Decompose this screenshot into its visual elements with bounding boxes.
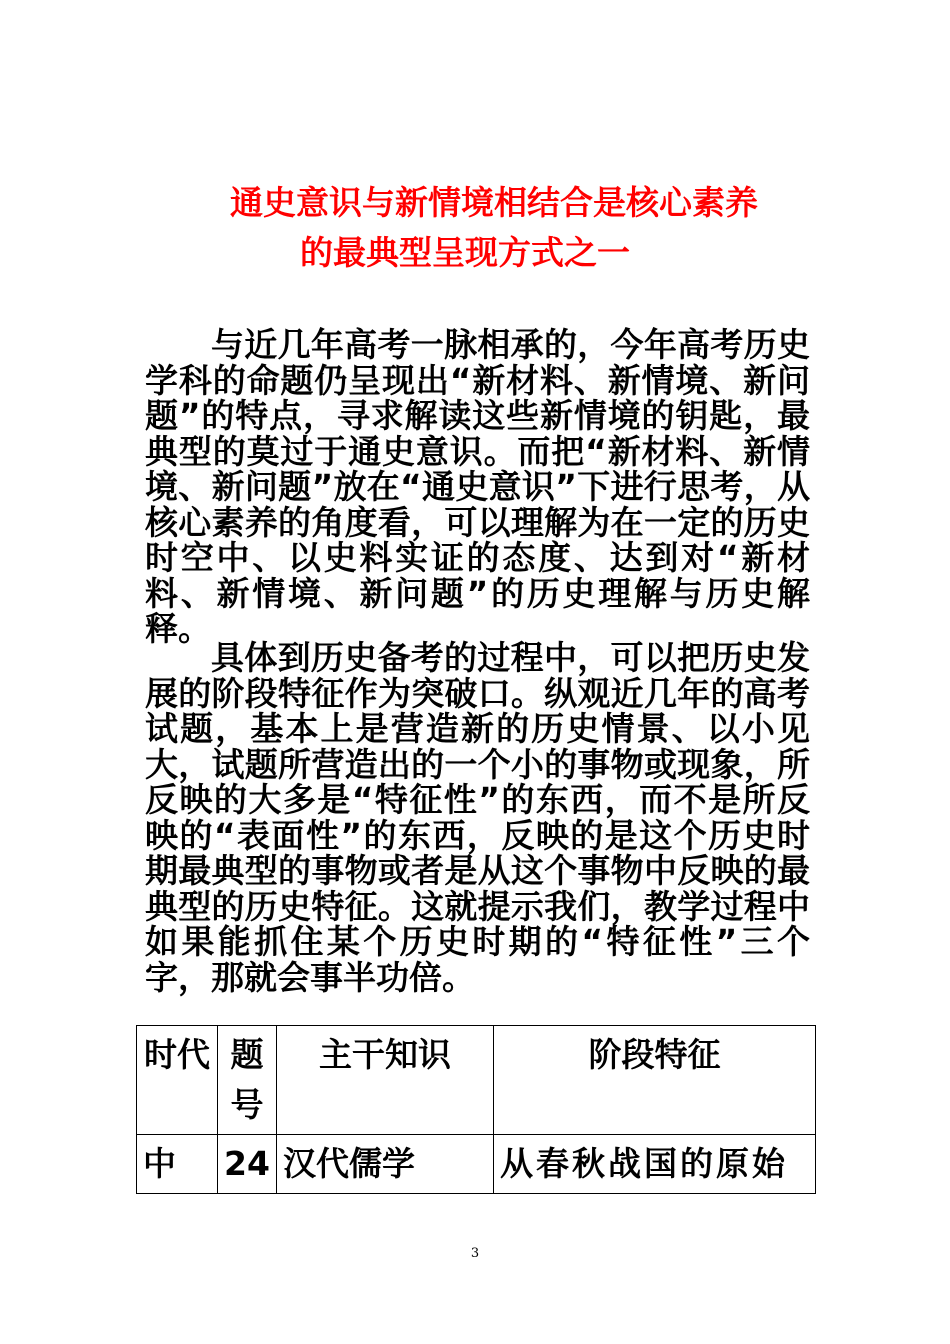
paragraph-2: 具体到历史备考的过程中，可以把历史发展的阶段特征作为突破口。纵观近几年的高考试题，基本上是营造新的历史情景、以小见大，试题所营造出的一个小的事物或现象，所反映的大多是“特征性”的东西，而不是所反映的“表面性”的东西，反映的是这个历史时期最典型的事物或者是从这个事物中反映的最典型的历史特征。这就提示我们，教学过程中如果能抓住某个历史时期的“特征性”三个字，那就会事半功倍。 [145,638,810,997]
page-number: 3 [470,1246,480,1261]
document-title-line-1: 通史意识与新情境相结合是核心素养 [230,183,758,222]
cell-era: 中 [137,1135,218,1194]
cell-question-number: 24 [218,1135,277,1194]
document-title-line-2: 的最典型呈现方式之一 [300,233,630,272]
cell-core-knowledge: 汉代儒学 [276,1135,493,1194]
header-question-number: 题号 [218,1026,277,1135]
table-row [137,1135,816,1194]
knowledge-table [136,1025,816,1194]
header-era: 时代 [137,1026,218,1135]
cell-stage-features: 从春秋战国的原始 [493,1135,815,1194]
header-stage-features: 阶段特征 [493,1026,815,1135]
header-core-knowledge: 主干知识 [276,1026,493,1135]
table-header-row [137,1026,816,1135]
paragraph-1: 与近几年高考一脉相承的，今年高考历史学科的命题仍呈现出“新材料、新情境、新问题”的特点，寻求解读这些新情境的钥匙，最典型的莫过于通史意识。而把“新材料、新情境、新问题”放在“通史意识”下进行思考，从核心素养的角度看，可以理解为在一定的历史时空中、以史料实证的态度、达到对“新材料、新情境、新问题”的历史理解与历史解释。 [145,325,810,648]
